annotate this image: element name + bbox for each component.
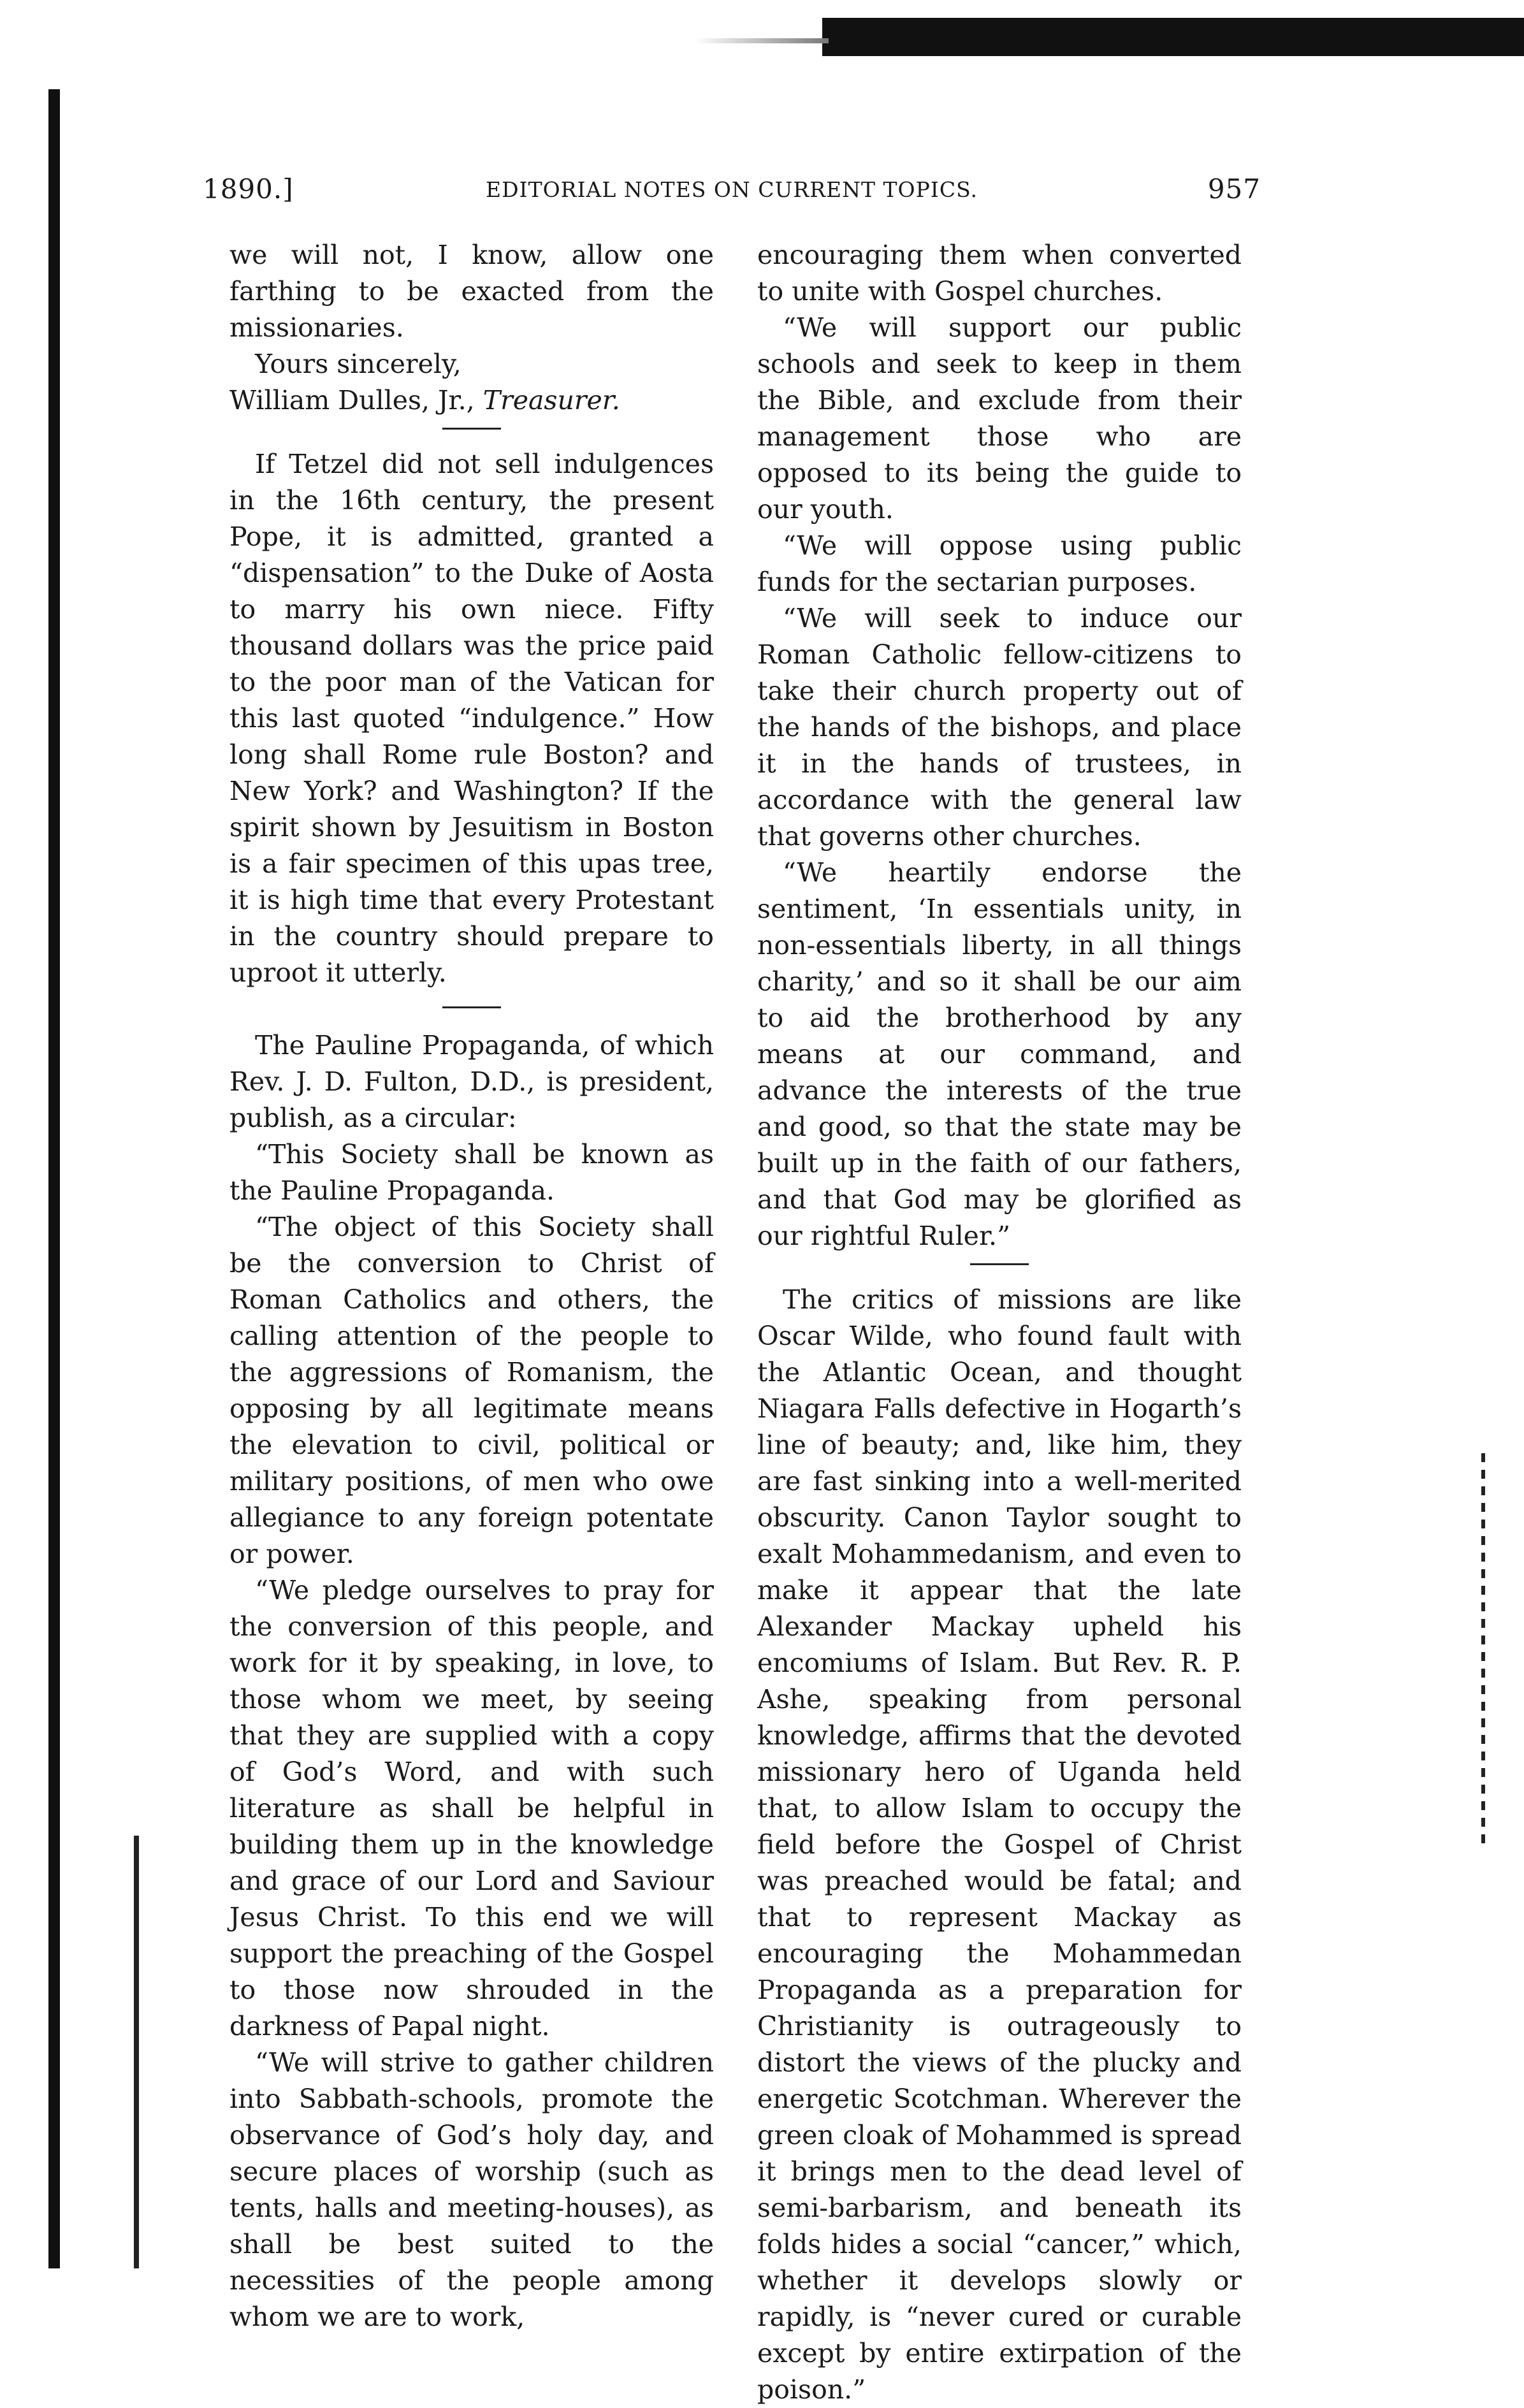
right-column — [757, 237, 1242, 2408]
tetzel-paragraph: If Tetzel did not sell indulgences in the 16th century, the present Pope, it is admitted, granted a “dispensation” to the Duke of Aosta to marry his own niece. Fifty thousand dollars was the price paid to the poor man of the Vatican for this last quoted “indulgence.” How long shall Rome rule Boston? and New York? and Washington? If the spirit shown by Jesuitism in Boston is a fair specimen of this upas tree, it is high time that every Protestant in the country should prepare to uproot it utterly. — [229, 449, 714, 988]
gutter-shadow — [134, 1836, 139, 2268]
pauline-intro: The Pauline Propaganda, of which Rev. J. D. Fulton, D.D., is president, publish, as a circular: — [229, 1030, 714, 1133]
letter-closing: Yours sincerely, — [255, 349, 461, 379]
running-header — [203, 173, 1261, 212]
pauline-quote-5: “We will support our public schools and seek to keep in them the Bible, and exclude from their management those who are opposed to its being the guide to our youth. — [757, 312, 1242, 525]
signature — [229, 382, 714, 419]
pauline-quote-1: “This Society shall be known as the Pauline Propaganda. — [229, 1139, 714, 1206]
section-rule — [442, 428, 501, 430]
page-number: 957 — [1207, 173, 1261, 205]
continued-text: encouraging them when converted to unite with Gospel churches. — [757, 240, 1242, 307]
pauline-quote-8: “We heartily endorse the sentiment, ‘In essentials unity, in non-essentials liberty, in all things charity,’ and so it shall be our aim to aid the brotherhood by any means at our command, and advance the interests of the true and good, so that the state may be built up in the faith of our fathers, and that God may be glorified as our rightful Ruler.” — [757, 857, 1242, 1251]
pauline-quote-6: “We will oppose using public funds for the sectarian purposes. — [757, 530, 1242, 597]
letter-tail: we will not, I know, allow one farthing to be exacted from the missionaries. — [229, 240, 714, 343]
signature-name: William Dulles, Jr., — [229, 385, 475, 416]
signature-title: Treasurer. — [483, 385, 620, 416]
book-spine-shadow — [48, 89, 60, 2268]
pauline-quote-4: “We will strive to gather children into Sabbath-schools, promote the observance of God’s holy day, and secure places of worship (such as tents, halls and meeting-houses), as shall be best suited to the necessities of the people among whom we are to work, — [229, 2047, 714, 2332]
critics-paragraph: The critics of missions are like Oscar Wilde, who found fault with the Atlantic Ocean, and thought Niagara Falls defective in Hogarth’s line of beauty; and, like him, they are fast sinking into a well-merited obscurity. Canon Taylor sought to exalt Mohammedanism, and even to make it appear that the late Alexander Mackay upheld his encomiums of Islam. But Rev. R. P. Ashe, speaking from personal knowledge, affirms that the devoted missionary hero of Uganda held that, to allow Islam to occupy the field before the Gospel of Christ was preached would be fatal; and that to represent Mackay as encouraging the Mohammedan Propaganda as a preparation for Christianity is outrageously to distort the views of the plucky and energetic Scotchman. Wherever the green cloak of Mohammed is spread it brings men to the dead level of semi-barbarism, and beneath its folds hides a social “cancer,” which, whether it develops slowly or rapidly, is “never cured or curable except by entire extirpation of the poison.” — [757, 1284, 1242, 2405]
page-edge-marks — [1481, 1453, 1485, 1848]
scan-bar-fade — [695, 38, 829, 43]
section-rule — [442, 1006, 501, 1008]
header-year: 1890.] — [203, 173, 294, 205]
pauline-quote-3: “We pledge ourselves to pray for the conversion of this people, and work for it by speaking, in love, to those whom we meet, by seeing that they are supplied with a copy of God’s Word, and with such literature as shall be helpful in building them up in the knowledge and grace of our Lord and Saviour Jesus Christ. To this end we will support the preaching of the Gospel to those now shrouded in the darkness of Papal night. — [229, 1575, 714, 2042]
pauline-quote-7: “We will seek to induce our Roman Catholic fellow-citizens to take their church property out of the hands of the bishops, and place it in the hands of trustees, in accordance with the general law that governs other churches. — [757, 603, 1242, 852]
pauline-quote-2: “The object of this Society shall be the conversion to Christ of Roman Catholics and others, the calling attention of the people to the aggressions of Romanism, the opposing by all legitimate means the elevation to civil, political or military positions, of men who owe allegiance to any foreign potentate or power. — [229, 1212, 714, 1569]
header-title: EDITORIAL NOTES ON CURRENT TOPICS. — [485, 177, 978, 202]
scan-dark-bar — [822, 18, 1524, 56]
left-column — [229, 237, 714, 2335]
section-rule — [970, 1263, 1029, 1265]
